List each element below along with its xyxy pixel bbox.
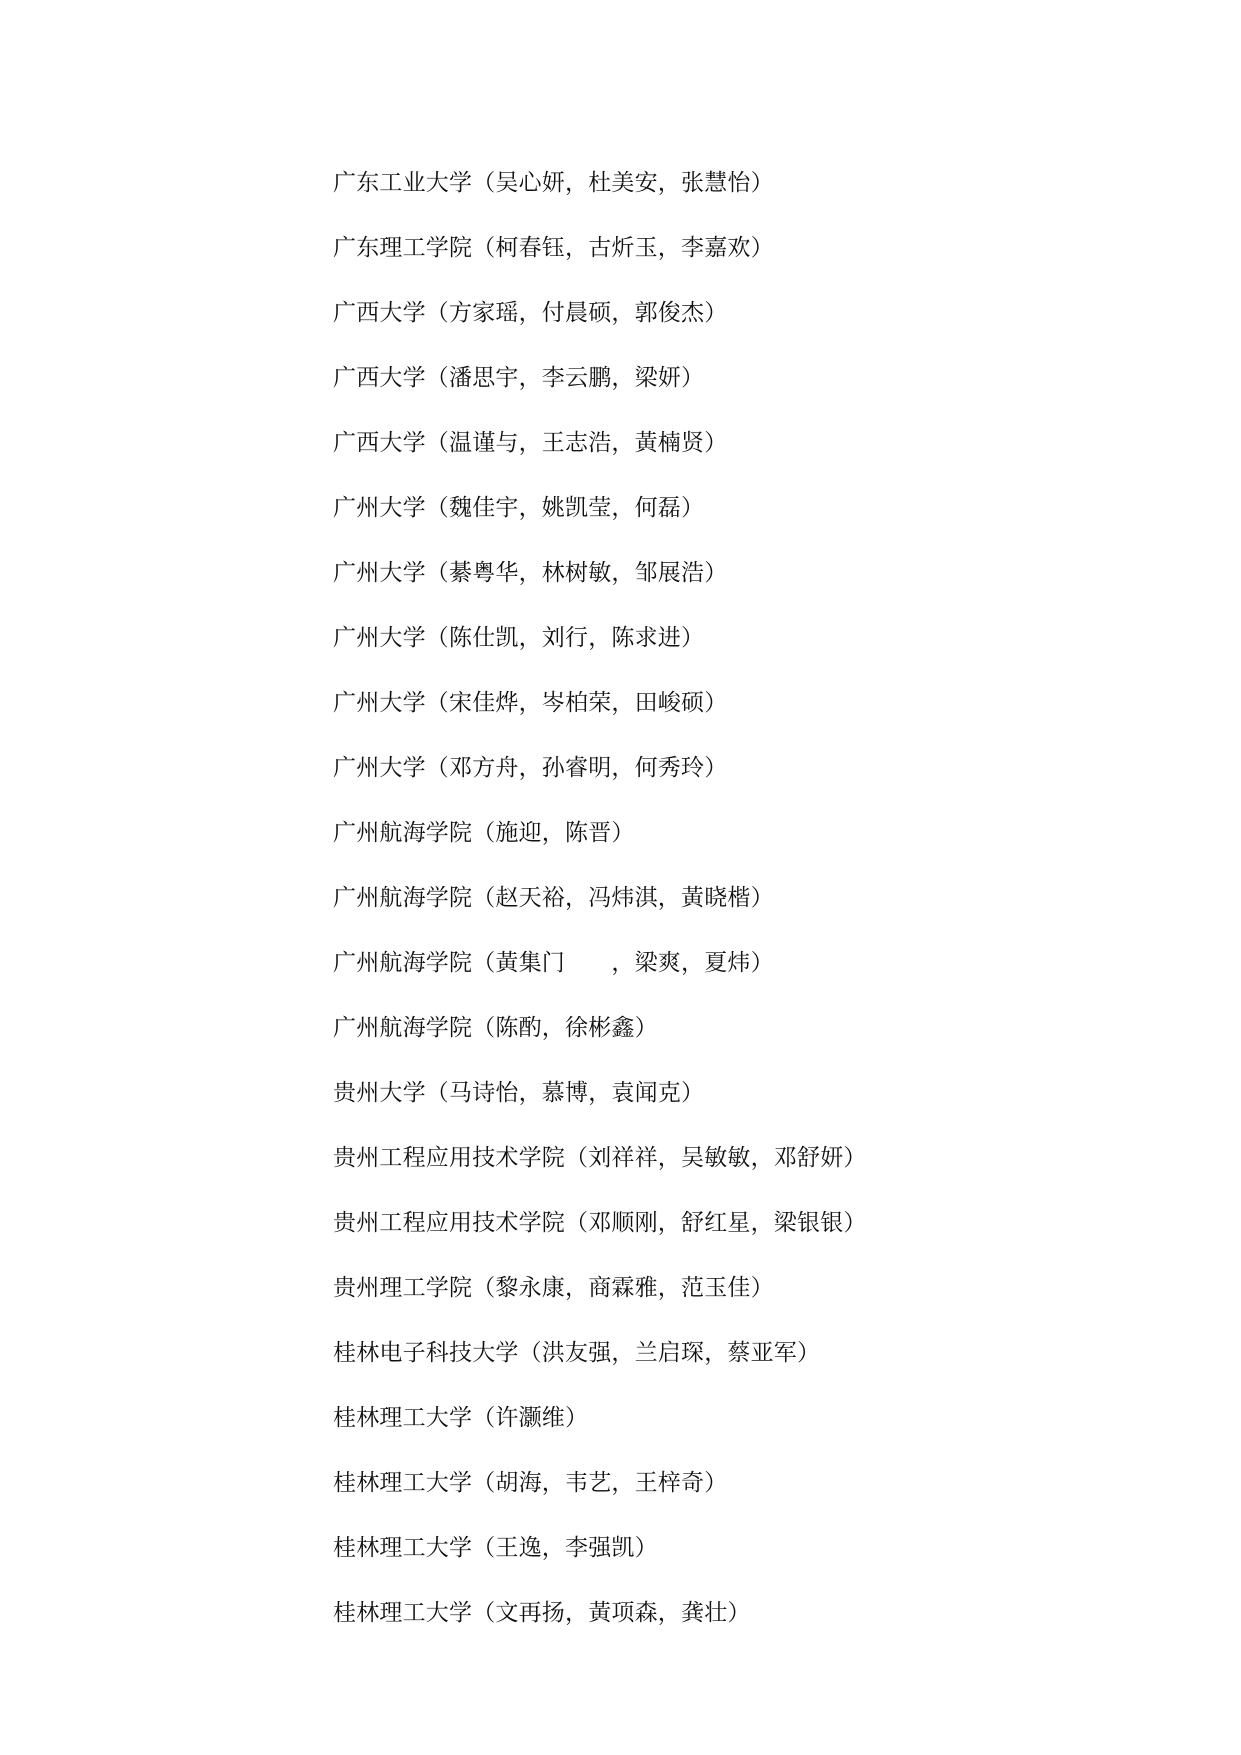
- list-item: 广州航海学院（黃集门 ，梁爽，夏炜）: [333, 950, 774, 976]
- list-item: 广州航海学院（施迎，陈晋）: [333, 820, 635, 846]
- list-item: 桂林理工大学（胡海，韦艺，王梓奇）: [333, 1470, 728, 1496]
- team-list: [333, 166, 1133, 1661]
- list-item: 广州大学（邓方舟，孙睿明，何秀玲）: [333, 755, 728, 781]
- list-item: 广州大学（綦粤华，林树敏，邹展浩）: [333, 560, 728, 586]
- list-item: 贵州工程应用技术学院（刘祥祥，吴敏敏，邓舒妍）: [333, 1145, 867, 1171]
- list-item: 广东工业大学（吴心妍，杜美安，张慧怡）: [333, 170, 774, 196]
- list-item: 广东理工学院（柯春钰，古炘玉，李嘉欢）: [333, 235, 774, 261]
- list-item: 广西大学（温谨与，王志浩，黃楠贤）: [333, 430, 728, 456]
- list-item: 贵州理工学院（黎永康，商霖雅，范玉佳）: [333, 1275, 774, 1301]
- list-item: 桂林电子科技大学（洪友强，兰启琛，蔡亚军）: [333, 1340, 821, 1366]
- list-item: 广州大学（魏佳宇，姚凯莹，何磊）: [333, 495, 705, 521]
- list-item: 广西大学（潘思宇，李云鹏，梁妍）: [333, 365, 705, 391]
- list-item: 桂林理工大学（王逸，李强凯）: [333, 1535, 658, 1561]
- list-item: 广州航海学院（陈酌，徐彬鑫）: [333, 1015, 658, 1041]
- list-item: 广州航海学院（赵天裕，冯炜淇，黃晓楷）: [333, 885, 774, 911]
- list-item: 广州大学（宋佳烨，岑柏荣，田峻硕）: [333, 690, 728, 716]
- list-item: 广州大学（陈仕凯，刘行，陈求进）: [333, 625, 705, 651]
- list-item: 广西大学（方家瑶，付晨硕，郭俊杰）: [333, 300, 728, 326]
- list-item: 桂林理工大学（文再扬，黃项森，龚壮）: [333, 1600, 751, 1626]
- list-item: 贵州大学（马诗怡，慕博，袁闻克）: [333, 1080, 705, 1106]
- list-item: 贵州工程应用技术学院（邓顺刚，舒红星，梁银银）: [333, 1210, 867, 1236]
- list-item: 桂林理工大学（许灏维）: [333, 1405, 589, 1431]
